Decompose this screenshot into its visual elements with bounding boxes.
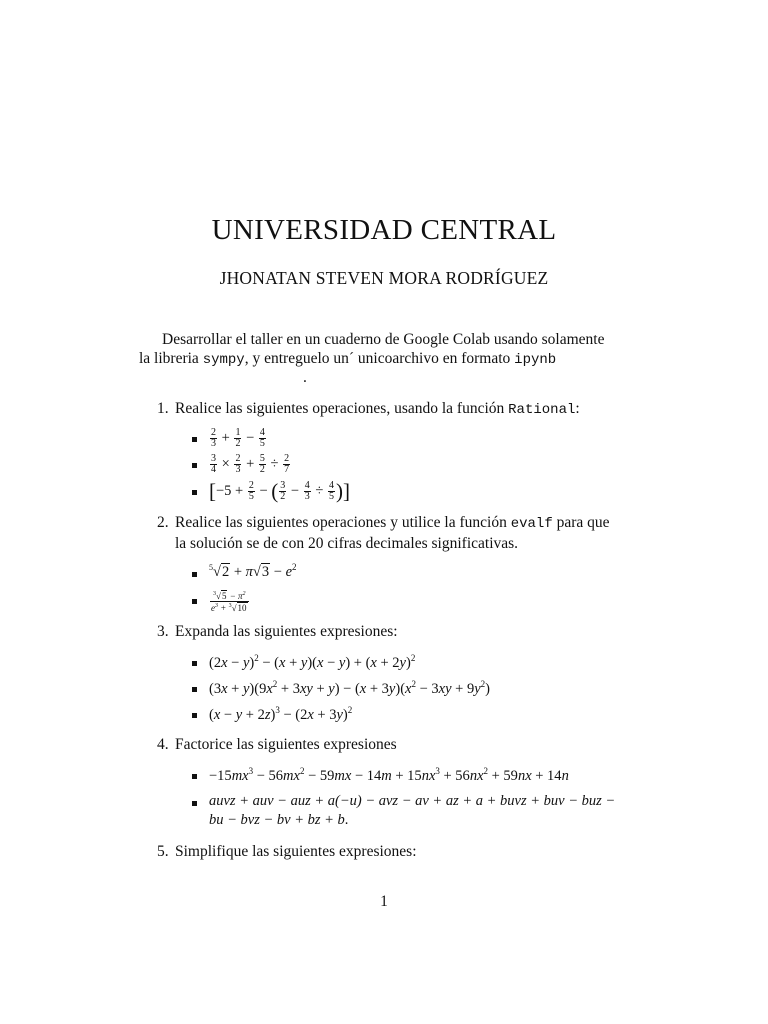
- bullet-icon: [192, 599, 197, 604]
- question-3: [157, 622, 631, 641]
- intro-paragraph: [139, 330, 631, 386]
- math-expression: [−5 + $\frac{2}{5}$ − ( $\frac{3}{2}$ − $\frac{4}{3}$ ÷ $\frac{4}{5}$ )]: [209, 479, 350, 503]
- math-expression: $\frac{^3√5 - \pi^2}{e^3 + ^3√10}$: [211, 591, 247, 613]
- code-sympy: sympy: [202, 352, 245, 368]
- question-text: Factorice las siguientes expresiones: [175, 736, 397, 753]
- math-expression: $\frac{3}{4}$ × $\frac{2}{3}$ + $\frac{5}{2}$ ÷ $\frac{2}{7}$: [211, 453, 290, 475]
- question-text: Realice las siguientes operaciones y utilice la función evalf para que: [175, 514, 610, 532]
- page-title: UNIVERSIDAD CENTRAL: [211, 214, 557, 246]
- author-name: JHONATAN STEVEN MORA RODRÍGUEZ: [219, 268, 549, 288]
- bullet-icon: [192, 801, 197, 806]
- bullet-icon: [192, 687, 197, 692]
- question-4: [157, 735, 631, 754]
- code-rational: Rational: [508, 402, 576, 418]
- bullet-icon: [192, 490, 197, 495]
- bullet-icon: [192, 661, 197, 666]
- code-evalf: evalf: [510, 516, 553, 532]
- question-number: 5.: [157, 843, 169, 860]
- question-text-line-2: la solución se de con 20 cifras decimales significativas.: [175, 535, 519, 552]
- intro-line-1: Desarrollar el taller en un cuaderno de Google Colab usando solamente: [162, 331, 605, 348]
- bullet-icon: [192, 572, 197, 577]
- bullet-icon: [192, 713, 197, 718]
- math-expression: $^5√2 + \pi√3 - e^2$: [209, 562, 297, 580]
- question-1: [157, 399, 631, 420]
- question-text: Expanda las siguientes expresiones:: [175, 623, 398, 640]
- question-2: [157, 513, 631, 553]
- code-ipynb: ipynb: [514, 352, 557, 368]
- math-expression: $(x - y + 2z)^3 - (2x + 3y)^2$: [209, 705, 353, 723]
- bullet-icon: [192, 463, 197, 468]
- math-expression: $-15mx^3 - 56mx^2 - 59mx - 14m + 15nx^3 + 56nx^2 + 59nx + 14n$: [209, 766, 569, 784]
- math-expression: $\frac{2}{3}$ + $\frac{1}{2}$ − $\frac{4}{5}$: [211, 427, 265, 449]
- math-expression: $(3x + y)(9x^2 + 3xy + y) - (x + 3y)(x^2 - 3xy + 9y^2)$: [209, 679, 490, 697]
- math-expression: $(2x - y)^2 - (x + y)(x - y) + (x + 2y)^2$: [209, 653, 416, 671]
- intro-line-2: la libreria sympy, y entreguelo un´ unicoarchivo en formato ipynb: [139, 350, 557, 368]
- question-number: 4.: [157, 736, 169, 753]
- question-number: 2.: [157, 514, 169, 531]
- question-5: [157, 842, 631, 861]
- page-number: 1: [380, 893, 388, 910]
- question-number: 1.: [157, 400, 169, 417]
- bullet-icon: [192, 437, 197, 442]
- question-number: 3.: [157, 623, 169, 640]
- stray-dot: .: [303, 369, 307, 386]
- math-expression: auvz + auv − auz + a(−u) − avz − av + az + a + buvz + buv − buz − bu − bvz − bv + bz + b.: [209, 793, 616, 828]
- question-text: Realice las siguientes operaciones, usando la función Rational:: [175, 400, 580, 418]
- bullet-icon: [192, 774, 197, 779]
- question-text: Simplifique las siguientes expresiones:: [175, 843, 417, 860]
